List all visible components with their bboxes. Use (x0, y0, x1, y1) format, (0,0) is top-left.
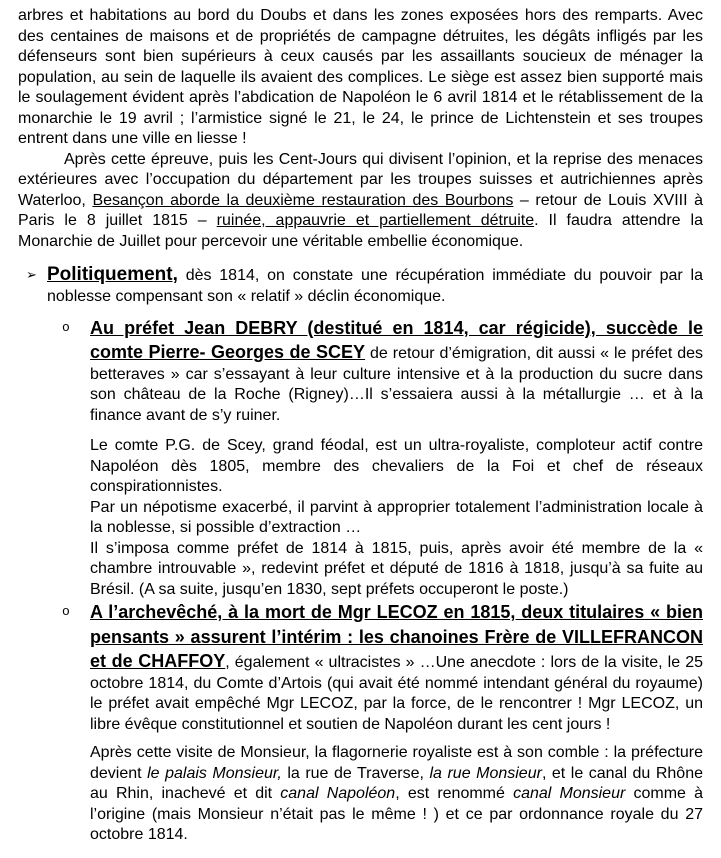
archeveche-heading: A l’archevêché, à la mort de Mgr LECOZ en 1815, deux titulaires « bien pensants » assurent l’intérim : les chanoines Frère de VILLEFRANCON et de CHAFFOY (90, 602, 703, 671)
paragraphs-scey (90, 436, 703, 600)
paragraph-restauration (18, 150, 703, 253)
monsieur-italic-canal-napoleon: canal Napoléon (280, 785, 396, 802)
paragraph-siege: arbres et habitations au bord du Doubs et dans les zones exposées hors des remparts. Avec des centaines de maisons et de propriétés de campagne détruites, les dégâts infligés par les défenseurs sont bien supérieurs à ceux causés par les assaillants soucieux de ménager la population, au sein de laquelle ils avaient des complices. Le siège est assez bien supporté mais le soulagement évident après l’abdication de Napoléon le 6 avril 1814 et le rétablissement de la monarchie le 19 avril ; l’armistice signé le 21, le 24, le prince de Lichtenstein et ses troupes entrent dans une ville en liesse ! (18, 7, 703, 147)
politiquement-paragraph (47, 262, 703, 308)
restauration-run-1: Après cette épreuve, puis les Cent-Jours qui divisent l’opinion, et la reprise des menaces extérieures avec l’occupation du département par les troupes suisses et autrichiennes après Waterloo, (18, 150, 703, 209)
bullet-politiquement (18, 262, 703, 308)
restauration-underline-ruinee: ruinée, appauvrie et partiellement détruite (216, 212, 535, 229)
scey-paragraph-1: Le comte P.G. de Scey, grand féodal, est un ultra-royaliste, comploteur actif contre Napoléon dès 1805, membre des chevaliers de la Foi et chef de réseaux conspirationnistes. (90, 437, 703, 495)
archeveche-paragraph (90, 600, 703, 735)
prefet-paragraph (90, 316, 703, 427)
monsieur-run-5: , et le canal du Rhône au Rhin, inachevé et dit (90, 764, 703, 802)
scey-paragraph-3: Il s’imposa comme préfet de 1814 à 1815, puis, après avoir été membre de la « chambre introuvable », redevint préfet et député de 1816 à 1818, jusqu’à sa fuite au Brésil. (A sa suite, jusqu’en 1830, sept préfets occuperont le poste.) (90, 539, 703, 598)
monsieur-run-3: la rue de Traverse, (281, 764, 430, 782)
restauration-run-3: – retour de Louis XVIII à Paris le 8 juillet 1815 – (18, 191, 704, 229)
restauration-run-5: . Il faudra attendre la Monarchie de Juillet pour percevoir une véritable embellie économique. (18, 212, 703, 250)
bullet-prefet (18, 316, 703, 427)
restauration-underline-bourbons: Besançon aborde la deuxième restauration des Bourbons (92, 191, 514, 209)
monsieur-italic-rue: la rue Monsieur (429, 764, 542, 782)
monsieur-paragraph-body (90, 743, 703, 846)
monsieur-run-1: Après cette visite de Monsieur, la flagornerie royaliste est à son comble : la préfecture devient (90, 744, 703, 782)
arrow-bullet-icon: ➢ (26, 267, 37, 282)
monsieur-italic-palais: le palais Monsieur, (147, 764, 282, 782)
archeveche-text: , également « ultracistes » …Une anecdote : lors de la visite, le 25 octobre 1814, du Comte d’Artois (qui avait été nommé intendant général du royaume) le préfet avait empêché Mgr LECOZ, par la force, de le rencontrer ! Mgr LECOZ, un libre évêque constitutionnel et soutien de Napoléon durant les cent jours ! (90, 654, 703, 733)
bullet-archeveche (18, 600, 703, 735)
monsieur-run-9: comme à l’origine (mais Monsieur n’était pas le même ! ) et ce par ordonnance royale du 27 octobre 1814. (90, 785, 703, 843)
politiquement-text: dès 1814, on constate une récupération immédiate du pouvoir par la noblesse compensant son « relatif » déclin économique. (47, 267, 703, 305)
circle-bullet-icon: o (62, 604, 70, 619)
monsieur-run-7: , est renommé (395, 785, 514, 802)
scey-paragraph-2: Par un népotisme exacerbé, il parvint à approprier totalement l’administration locale à la noblesse, si possible d’extraction … (90, 498, 703, 536)
paragraph-monsieur (90, 743, 703, 846)
monsieur-italic-canal-monsieur: canal Monsieur (513, 785, 626, 802)
prefet-text: de retour d’émigration, dit aussi « le préfet des betteraves » car s’essayant à leur culture intensive et à la production du sucre dans son château de la Roche (Rigney)…Il s’essaiera aussi à la métallurgie … et à la finance avant de s’y ruiner. (90, 345, 704, 424)
circle-bullet-icon: o (62, 319, 70, 335)
prefet-heading: Au préfet Jean DEBRY (destitué en 1814, car régicide), succède le comte Pierre- Georges de SCEY (90, 317, 703, 362)
politiquement-heading: Politiquement, (47, 264, 178, 285)
